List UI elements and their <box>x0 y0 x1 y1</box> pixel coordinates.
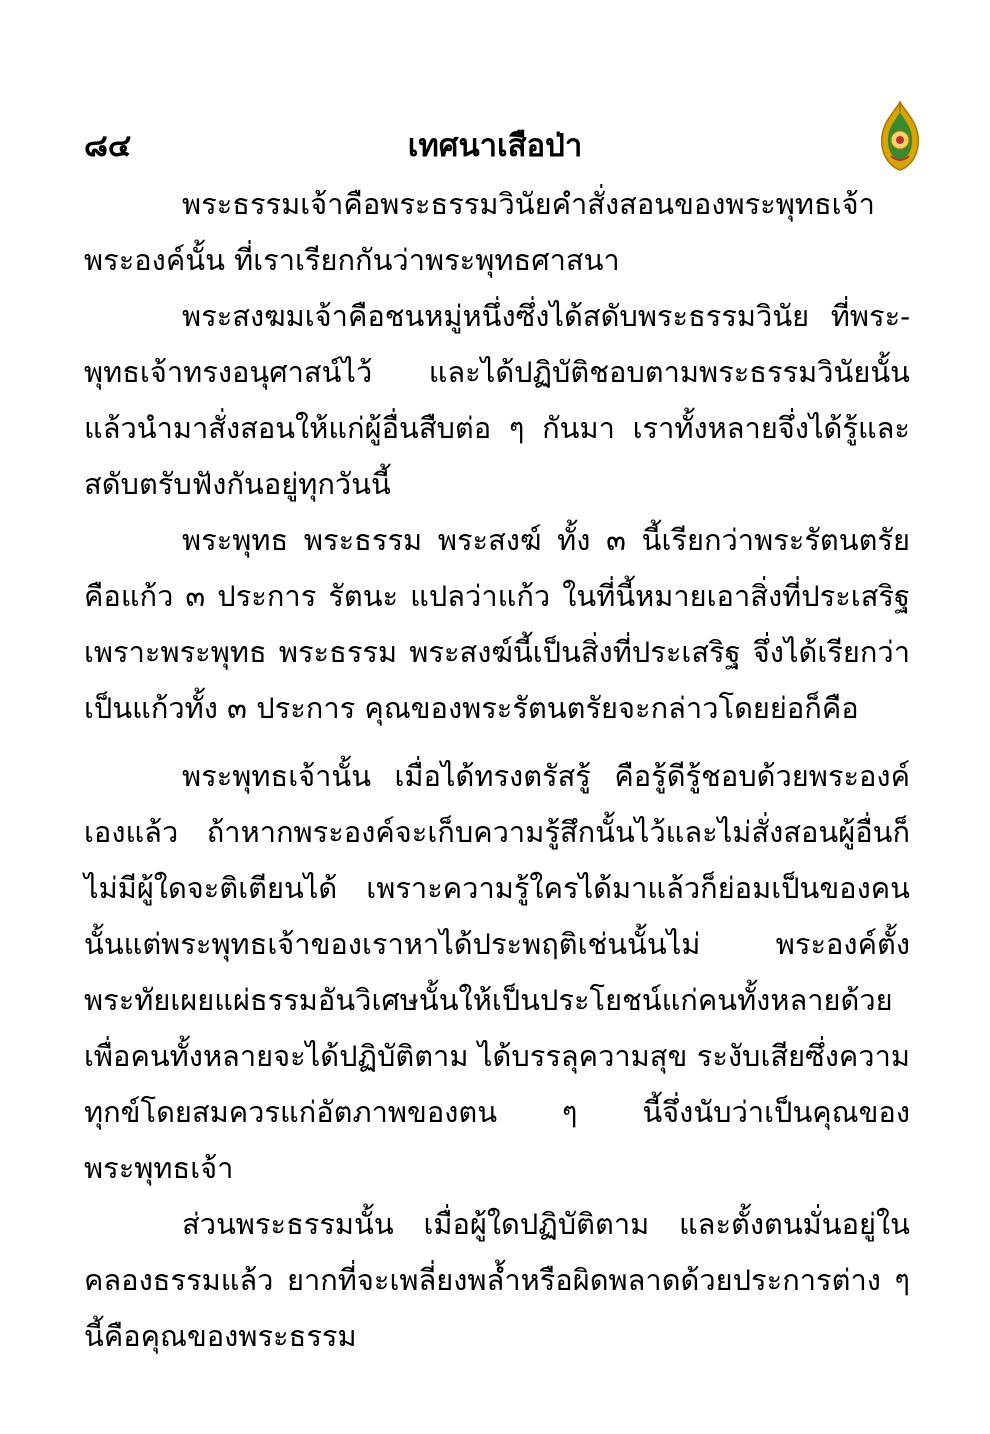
paragraph-dhamma-virtue: ส่วนพระธรรมนั้น เมื่อผู้ใดปฏิบัติตาม และตั้งตนมั่นอยู่ในคลองธรรมแล้ว ยากที่จะเพลี่ยงพล้ำหรือผิดพลาดด้วยประการต่าง ๆ นี้คือคุณของพระธรรม <box>84 1207 910 1353</box>
body-text <box>84 176 910 1364</box>
royal-crest-icon <box>878 100 922 172</box>
paragraph-dhamma: พระธรรมเจ้าคือพระธรรมวินัยคำสั่งสอนของพระพุทธเจ้าพระองค์นั้น ที่เราเรียกกันว่าพระพุทธศาสนา <box>84 187 875 277</box>
page-number: ๘๔ <box>84 128 132 164</box>
paragraph-buddha-virtue: พระพุทธเจ้านั้น เมื่อได้ทรงตรัสรู้ คือรู้ดีรู้ชอบด้วยพระองค์เองแล้ว ถ้าหากพระองค์จะเก็บความรู้สึกนั้นไว้และไม่สั่งสอนผู้อื่นก็ไม่มีผู้ใดจะติเตียนได้ เพราะความรู้ใครได้มาแล้วก็ย่อมเป็นของคนนั้นแต่พระพุทธเจ้าของเราหาได้ประพฤติเช่นนั้นไม่ พระองค์ตั้งพระทัยเผยแผ่ธรรมอันวิเศษนั้นให้เป็นประโยชน์แก่คนทั้งหลายด้วย เพื่อคนทั้งหลายจะได้ปฏิบัติตาม ได้บรรลุความสุข ระงับเสียซึ่งความทุกข์โดยสมควรแก่อัตภาพของตน ๆ นี้จึ่งนับว่าเป็นคุณของพระพุทธเจ้า <box>84 759 910 1185</box>
paragraph-sangha: พระสงฆมเจ้าคือชนหมู่หนึ่งซึ่งได้สดับพระธรรมวินัย ที่พระ-พุทธเจ้าทรงอนุศาสน์ไว้ และได้ปฏิบัติชอบตามพระธรรมวินัยนั้นแล้วนำมาสั่งสอนให้แก่ผู้อื่นสืบต่อ ๆ กันมา เราทั้งหลายจึ่งได้รู้และสดับตรับฟังกันอยู่ทุกวันนี้ <box>84 299 910 501</box>
paragraph-triple-gem: พระพุทธ พระธรรม พระสงฆ์ ทั้ง ๓ นี้เรียกว่าพระรัตนตรัยคือแก้ว ๓ ประการ รัตนะ แปลว่าแก้ว ในที่นี้หมายเอาสิ่งที่ประเสริฐเพราะพระพุทธ พระธรรม พระสงฆ์นี้เป็นสิ่งที่ประเสริฐ จึ่งได้เรียกว่าเป็นแก้วทั้ง ๓ ประการ คุณของพระรัตนตรัยจะกล่าวโดยย่อก็คือ <box>84 523 910 725</box>
page-title: เทศนาเสือป่า <box>407 128 583 164</box>
